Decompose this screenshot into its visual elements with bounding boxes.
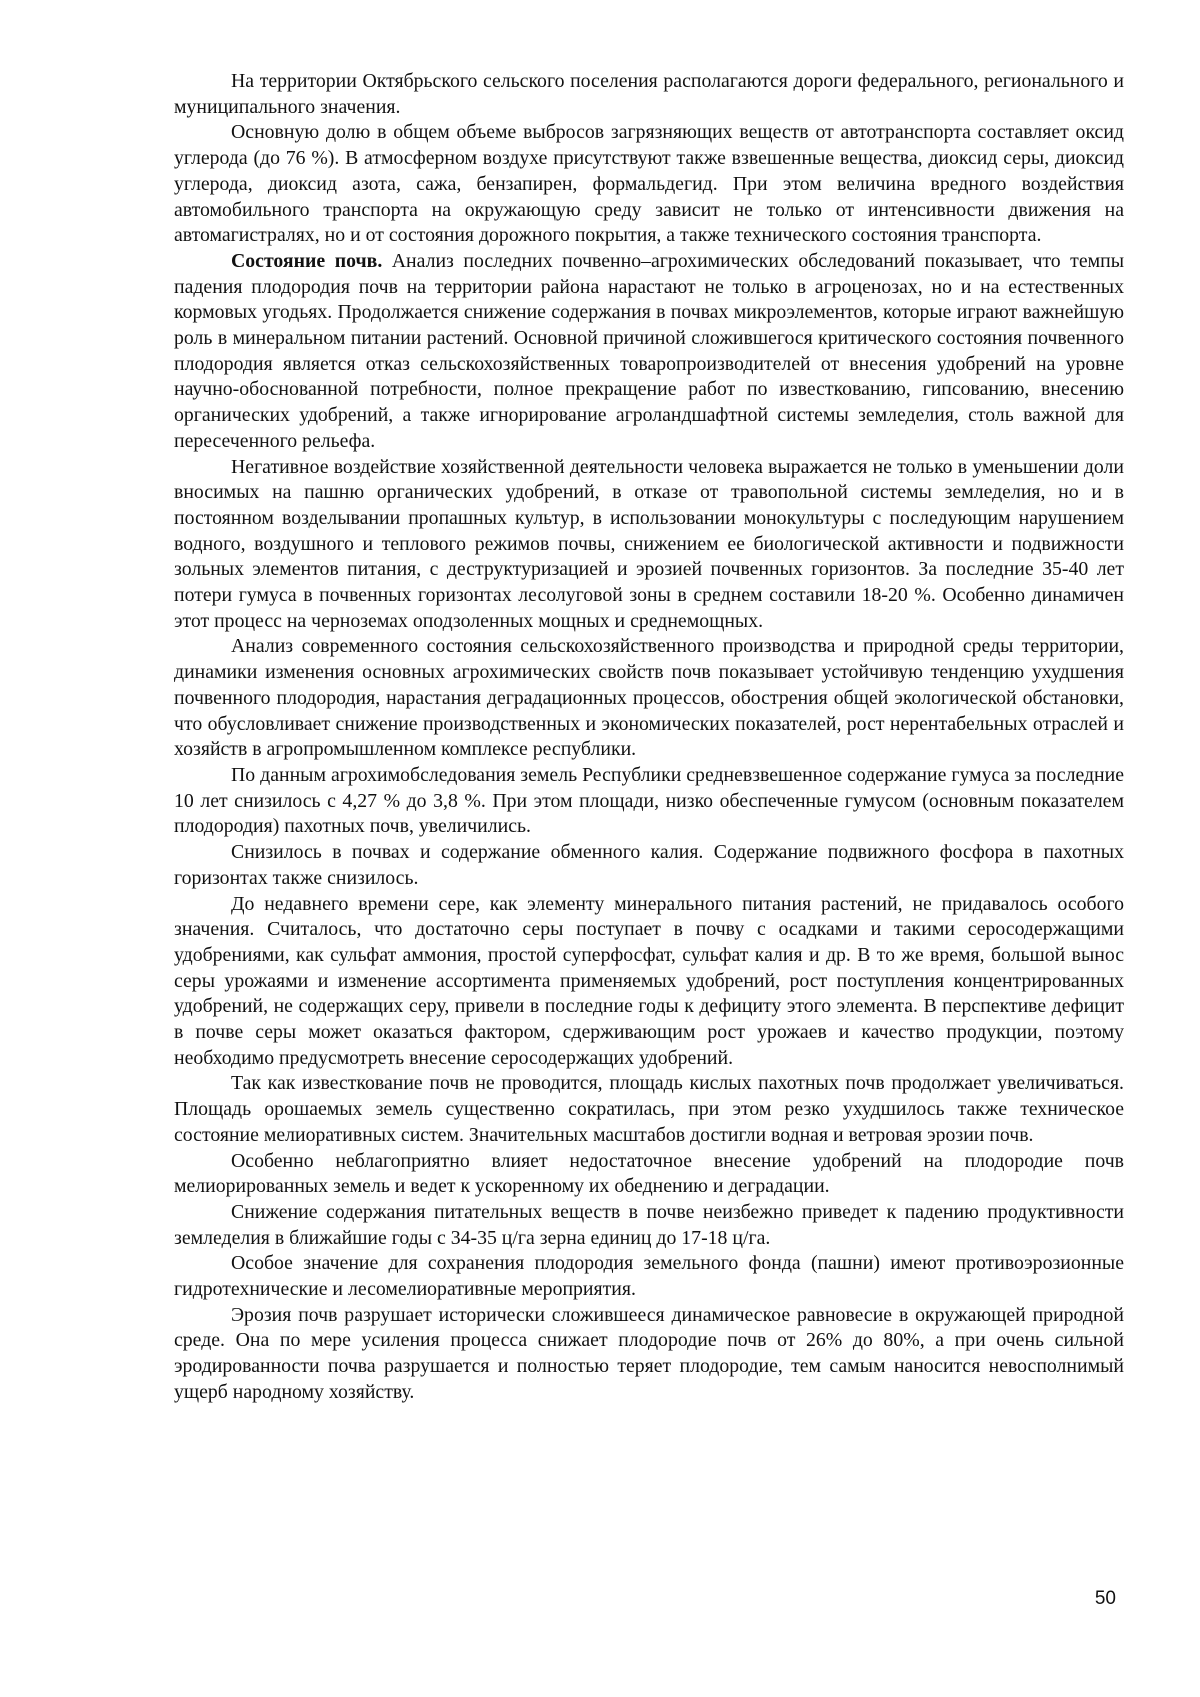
- paragraph-text: До недавнего времени сере, как элементу минерального питания растений, не придавалось особого значения. Считалось, что достаточно серы поступает в почву с осадками и такими серосодержащими удобрениями, как сульфат аммония, простой суперфосфат, сульфат калия и др. В то же время, большой вынос серы урожаями и изменение ассортимента применяемых удобрений, рост поступления концентрированных удобрений, не содержащих серу, привели в последние годы к дефициту этого элемента. В перспективе дефицит в почве серы может оказаться фактором, сдерживающим рост урожаев и качество продукции, поэтому необходимо предусмотреть внесение серосодержащих удобрений.: [174, 892, 1124, 1069]
- paragraph-liming: [174, 1071, 1124, 1148]
- paragraph-fertilizers: [174, 1149, 1124, 1200]
- paragraph-text: Особое значение для сохранения плодородия земельного фонда (пашни) имеют противоэрозионные гидротехнические и лесомелиоративные мероприятия.: [174, 1252, 1124, 1301]
- paragraph-potassium: [174, 840, 1124, 891]
- paragraph-emissions: [174, 120, 1124, 249]
- paragraph-text: Негативное воздействие хозяйственной деятельности человека выражается не только в уменьшении доли вносимых на пашню органических удобрений, в отказе от травопольной системы земледелия, но и в постоянном возделывании пропашных культур, в использовании монокультуры с последующим нарушением водного, воздушного и теплового режимов почвы, снижением ее биологической активности и подвижности зольных элементов питания, с деструктуризацией и эрозией почвенных горизонтов. За последние 35-40 лет потери гумуса в почвенных горизонтах лесолуговой зоны в среднем составили 18-20 %. Особенно динамичен этот процесс на черноземах оподзоленных мощных и среднемощных.: [174, 455, 1124, 632]
- page-number: 50: [1094, 1588, 1116, 1609]
- paragraph-text: Снижение содержания питательных веществ в почве неизбежно приведет к падению продуктивности земледелия в ближайшие годы с 34-35 ц/га зерна единиц до 17-18 ц/га.: [174, 1200, 1124, 1249]
- paragraph-text: Анализ современного состояния сельскохозяйственного производства и природной среды территории, динамики изменения основных агрохимических свойств почв показывает устойчивую тенденцию ухудшения почвенного плодородия, нарастания деградационных процессов, обострения общей экологической обстановки, что обусловливает снижение производственных и экономических показателей, рост нерентабельных отраслей и хозяйств в агропромышленном комплексе республики.: [174, 635, 1124, 761]
- paragraph-text: По данным агрохимобследования земель Республики средневзвешенное содержание гумуса за последние 10 лет снизилось с 4,27 % до 3,8 %. При этом площади, низко обеспеченные гумусом (основным показателем плодородия) пахотных почв, увеличились.: [174, 763, 1124, 838]
- paragraph-text: Особенно неблагоприятно влияет недостаточное внесение удобрений на плодородие почв мелиорированных земель и ведет к ускоренному их обеднению и деградации.: [174, 1149, 1124, 1198]
- section-heading: Состояние почв.: [231, 249, 383, 272]
- document-body: [174, 69, 1124, 1406]
- paragraph-text: На территории Октябрьского сельского поселения располагаются дороги федерального, регионального и муниципального значения.: [174, 70, 1124, 118]
- paragraph-text: Снизилось в почвах и содержание обменного калия. Содержание подвижного фосфора в пахотных горизонтах также снизилось.: [174, 841, 1124, 889]
- paragraph-text: Эрозия почв разрушает исторически сложившееся динамическое равновесие в окружающей природной среде. Она по мере усиления процесса снижает плодородие почв от 26% до 80%, а при очень сильной эродированности почва разрушается и полностью теряет плодородие, тем самым наносится невосполнимый ущерб народному хозяйству.: [174, 1303, 1124, 1403]
- paragraph-productivity: [174, 1200, 1124, 1251]
- paragraph-negative-impact: [174, 455, 1124, 635]
- paragraph-humus: [174, 763, 1124, 840]
- paragraph-text: Анализ последних почвенно–агрохимических обследований показывает, что темпы падения плодородия почв на территории района нарастают не только в агроценозах, но и на естественных кормовых угодьях. Продолжается снижение содержания в почвах микроэлементов, которые играют важнейшую роль в минеральном питании растений. Основной причиной сложившегося критического состояния почвенного плодородия является отказ сельскохозяйственных товаропроизводителей от внесения удобрений на уровне научно-обоснованной потребности, полное прекращение работ по известкованию, гипсованию, внесению органических удобрений, а также игнорирование агроландшафтной системы земледелия, столь важной для пересеченного рельефа.: [174, 249, 1124, 452]
- paragraph-roads: [174, 69, 1124, 120]
- paragraph-analysis: [174, 634, 1124, 763]
- paragraph-text: Основную долю в общем объеме выбросов загрязняющих веществ от автотранспорта составляет оксид углерода (до 76 %). В атмосферном воздухе присутствуют также взвешенные вещества, диоксид серы, диоксид углерода, диоксид азота, сажа, бензапирен, формальдегид. При этом величина вредного воздействия автомобильного транспорта на окружающую среду зависит не только от интенсивности движения на автомагистралях, но и от состояния дорожного покрытия, а также технического состояния транспорта.: [174, 121, 1124, 247]
- paragraph-erosion: [174, 1303, 1124, 1406]
- paragraph-soil-state: [174, 249, 1124, 455]
- paragraph-text: Так как известкование почв не проводится, площадь кислых пахотных почв продолжает увеличиваться. Площадь орошаемых земель существенно сократилась, при этом резко ухудшилось также техническое состояние мелиоративных систем. Значительных масштабов достигли водная и ветровая эрозии почв.: [174, 1072, 1124, 1146]
- paragraph-anti-erosion: [174, 1251, 1124, 1302]
- paragraph-sulfur: [174, 892, 1124, 1072]
